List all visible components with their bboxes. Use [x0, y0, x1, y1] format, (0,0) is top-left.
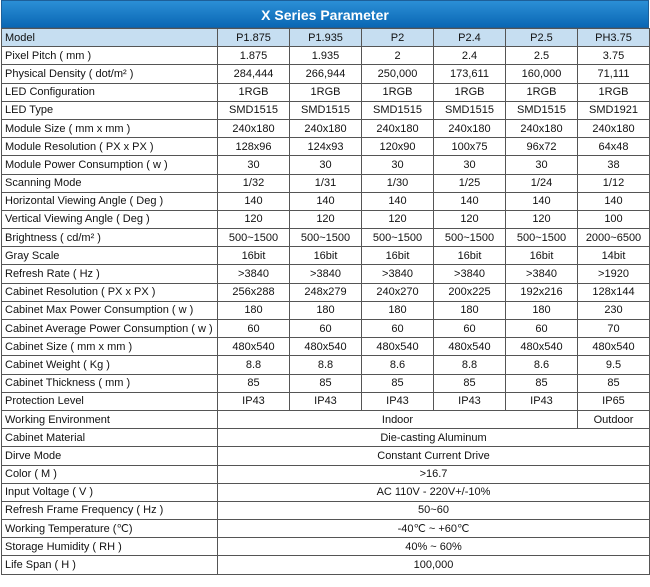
row-value: 120	[434, 210, 506, 228]
row-value: 100x75	[434, 138, 506, 156]
row-value: 1/31	[290, 174, 362, 192]
row-value: 240x180	[362, 119, 434, 137]
row-value: 480x540	[218, 338, 290, 356]
row-value: 70	[578, 320, 650, 338]
row-value: 38	[578, 156, 650, 174]
row-value: 96x72	[506, 138, 578, 156]
row-label: LED Configuration	[2, 83, 218, 101]
table-row	[2, 210, 650, 228]
shared-row	[2, 556, 650, 574]
row-value: 128x144	[578, 283, 650, 301]
shared-value: >16.7	[218, 465, 650, 483]
row-value: 85	[434, 374, 506, 392]
header-row	[2, 29, 650, 47]
row-value: SMD1515	[290, 101, 362, 119]
row-label: Horizontal Viewing Angle ( Deg )	[2, 192, 218, 210]
row-value: 256x288	[218, 283, 290, 301]
shared-row	[2, 520, 650, 538]
table-row	[2, 392, 650, 410]
shared-value: Die-casting Aluminum	[218, 429, 650, 447]
row-value: 140	[218, 192, 290, 210]
model-p1935: P1.935	[290, 29, 362, 47]
parameter-table	[1, 28, 650, 575]
shared-value: 40% ~ 60%	[218, 538, 650, 556]
row-value: 480x540	[578, 338, 650, 356]
row-value: 3.75	[578, 47, 650, 65]
table-row	[2, 301, 650, 319]
shared-value: AC 110V - 220V+/-10%	[218, 483, 650, 501]
working-environment-row	[2, 410, 650, 428]
row-value: SMD1515	[362, 101, 434, 119]
row-value: 140	[362, 192, 434, 210]
row-label: Dirve Mode	[2, 447, 218, 465]
row-label: Gray Scale	[2, 247, 218, 265]
row-value: 240x180	[506, 119, 578, 137]
row-value: 120	[290, 210, 362, 228]
row-value: 480x540	[362, 338, 434, 356]
row-value: 30	[362, 156, 434, 174]
row-value: >3840	[218, 265, 290, 283]
row-label: Protection Level	[2, 392, 218, 410]
row-value: 30	[218, 156, 290, 174]
row-value: 124x93	[290, 138, 362, 156]
row-label: Cabinet Average Power Consumption ( w )	[2, 320, 218, 338]
row-value: IP43	[290, 392, 362, 410]
row-label: Physical Density ( dot/m² )	[2, 65, 218, 83]
row-value: 14bit	[578, 247, 650, 265]
row-value: 120	[218, 210, 290, 228]
row-value: 180	[218, 301, 290, 319]
row-value: 240x180	[290, 119, 362, 137]
row-value: 1.935	[290, 47, 362, 65]
row-value: 1RGB	[506, 83, 578, 101]
row-label: Scanning Mode	[2, 174, 218, 192]
row-value: 8.8	[218, 356, 290, 374]
table-row	[2, 247, 650, 265]
row-label: Input Voltage ( V )	[2, 483, 218, 501]
row-value: 480x540	[434, 338, 506, 356]
row-value: 1/32	[218, 174, 290, 192]
row-value: SMD1515	[218, 101, 290, 119]
row-value: 60	[506, 320, 578, 338]
row-value: 140	[290, 192, 362, 210]
row-value: 240x180	[434, 119, 506, 137]
row-value: 192x216	[506, 283, 578, 301]
row-value: 85	[362, 374, 434, 392]
row-label: Working Environment	[2, 410, 218, 428]
row-value: 500~1500	[290, 229, 362, 247]
row-value: 2000~6500	[578, 229, 650, 247]
row-label: Cabinet Weight ( Kg )	[2, 356, 218, 374]
row-value: 266,944	[290, 65, 362, 83]
row-value: 71,111	[578, 65, 650, 83]
row-value: 8.6	[506, 356, 578, 374]
row-value: 1RGB	[218, 83, 290, 101]
row-value: 60	[434, 320, 506, 338]
row-value: IP43	[218, 392, 290, 410]
row-value: 500~1500	[362, 229, 434, 247]
model-ph375: PH3.75	[578, 29, 650, 47]
row-value: IP43	[434, 392, 506, 410]
row-value: 120x90	[362, 138, 434, 156]
shared-row	[2, 447, 650, 465]
row-value: 180	[362, 301, 434, 319]
row-value: 120	[506, 210, 578, 228]
spec-sheet	[1, 0, 649, 575]
shared-row	[2, 538, 650, 556]
row-value: 2	[362, 47, 434, 65]
row-label: Pixel Pitch ( mm )	[2, 47, 218, 65]
row-label: Vertical Viewing Angle ( Deg )	[2, 210, 218, 228]
row-value: 16bit	[434, 247, 506, 265]
model-p2: P2	[362, 29, 434, 47]
table-row	[2, 356, 650, 374]
row-value: 60	[290, 320, 362, 338]
row-value: 100	[578, 210, 650, 228]
row-value: 8.8	[434, 356, 506, 374]
table-row	[2, 338, 650, 356]
row-value: 8.6	[362, 356, 434, 374]
row-label: Cabinet Resolution ( PX x PX )	[2, 283, 218, 301]
indoor-value: Indoor	[218, 410, 578, 428]
row-value: SMD1515	[434, 101, 506, 119]
row-label: Module Size ( mm x mm )	[2, 119, 218, 137]
model-p25: P2.5	[506, 29, 578, 47]
row-label: Brightness ( cd/m² )	[2, 229, 218, 247]
shared-value: -40℃ ~ +60℃	[218, 520, 650, 538]
row-value: 9.5	[578, 356, 650, 374]
row-value: 1/24	[506, 174, 578, 192]
row-value: 85	[578, 374, 650, 392]
row-label: Cabinet Thickness ( mm )	[2, 374, 218, 392]
outdoor-value: Outdoor	[578, 410, 650, 428]
shared-row	[2, 429, 650, 447]
table-row	[2, 156, 650, 174]
row-label: Working Temperature (℃)	[2, 520, 218, 538]
row-value: 30	[290, 156, 362, 174]
row-value: 500~1500	[434, 229, 506, 247]
model-p24: P2.4	[434, 29, 506, 47]
row-label: Cabinet Material	[2, 429, 218, 447]
row-value: 16bit	[362, 247, 434, 265]
table-title: X Series Parameter	[1, 0, 649, 28]
row-value: IP43	[506, 392, 578, 410]
shared-row	[2, 465, 650, 483]
row-value: 240x180	[218, 119, 290, 137]
row-label: Cabinet Size ( mm x mm )	[2, 338, 218, 356]
row-value: 200x225	[434, 283, 506, 301]
row-value: 160,000	[506, 65, 578, 83]
row-value: 1.875	[218, 47, 290, 65]
row-value: 500~1500	[218, 229, 290, 247]
row-value: SMD1921	[578, 101, 650, 119]
row-value: 140	[506, 192, 578, 210]
table-row	[2, 83, 650, 101]
row-value: 480x540	[290, 338, 362, 356]
row-value: SMD1515	[506, 101, 578, 119]
table-row	[2, 265, 650, 283]
shared-value: Constant Current Drive	[218, 447, 650, 465]
row-label: Cabinet Max Power Consumption ( w )	[2, 301, 218, 319]
row-label: Module Resolution ( PX x PX )	[2, 138, 218, 156]
table-row	[2, 320, 650, 338]
row-label: Refresh Frame Frequency ( Hz )	[2, 501, 218, 519]
row-value: 30	[506, 156, 578, 174]
row-value: 480x540	[506, 338, 578, 356]
row-value: 230	[578, 301, 650, 319]
row-value: 60	[218, 320, 290, 338]
row-value: IP65	[578, 392, 650, 410]
row-value: 16bit	[218, 247, 290, 265]
row-label: Storage Humidity ( RH )	[2, 538, 218, 556]
table-row	[2, 119, 650, 137]
row-value: 500~1500	[506, 229, 578, 247]
row-value: 173,611	[434, 65, 506, 83]
row-value: 85	[218, 374, 290, 392]
row-value: 140	[578, 192, 650, 210]
row-value: 85	[506, 374, 578, 392]
row-value: 1RGB	[362, 83, 434, 101]
model-p1875: P1.875	[218, 29, 290, 47]
row-value: >3840	[434, 265, 506, 283]
shared-row	[2, 483, 650, 501]
row-value: 140	[434, 192, 506, 210]
row-value: 2.4	[434, 47, 506, 65]
row-value: 2.5	[506, 47, 578, 65]
table-row	[2, 174, 650, 192]
row-value: 1/30	[362, 174, 434, 192]
table-row	[2, 229, 650, 247]
shared-row	[2, 501, 650, 519]
table-row	[2, 138, 650, 156]
table-row	[2, 65, 650, 83]
table-row	[2, 101, 650, 119]
row-value: 64x48	[578, 138, 650, 156]
row-label: Refresh Rate ( Hz )	[2, 265, 218, 283]
row-value: 240x270	[362, 283, 434, 301]
table-row	[2, 192, 650, 210]
row-value: 16bit	[506, 247, 578, 265]
row-value: 1/12	[578, 174, 650, 192]
table-row	[2, 47, 650, 65]
row-value: 180	[506, 301, 578, 319]
row-value: 8.8	[290, 356, 362, 374]
shared-value: 100,000	[218, 556, 650, 574]
row-value: 60	[362, 320, 434, 338]
row-value: 1/25	[434, 174, 506, 192]
row-label: Color ( M )	[2, 465, 218, 483]
row-value: >3840	[362, 265, 434, 283]
row-label: LED Type	[2, 101, 218, 119]
row-value: >3840	[506, 265, 578, 283]
row-value: >3840	[290, 265, 362, 283]
row-value: 180	[290, 301, 362, 319]
row-value: 1RGB	[290, 83, 362, 101]
row-label: Life Span ( H )	[2, 556, 218, 574]
row-value: 16bit	[290, 247, 362, 265]
table-row	[2, 374, 650, 392]
row-value: 250,000	[362, 65, 434, 83]
row-value: 1RGB	[578, 83, 650, 101]
row-value: 1RGB	[434, 83, 506, 101]
row-value: 240x180	[578, 119, 650, 137]
row-value: 248x279	[290, 283, 362, 301]
row-value: >1920	[578, 265, 650, 283]
row-value: 128x96	[218, 138, 290, 156]
row-value: 284,444	[218, 65, 290, 83]
table-row	[2, 283, 650, 301]
shared-value: 50~60	[218, 501, 650, 519]
row-value: 85	[290, 374, 362, 392]
row-value: 30	[434, 156, 506, 174]
header-label: Model	[2, 29, 218, 47]
row-label: Module Power Consumption ( w )	[2, 156, 218, 174]
row-value: IP43	[362, 392, 434, 410]
row-value: 180	[434, 301, 506, 319]
row-value: 120	[362, 210, 434, 228]
